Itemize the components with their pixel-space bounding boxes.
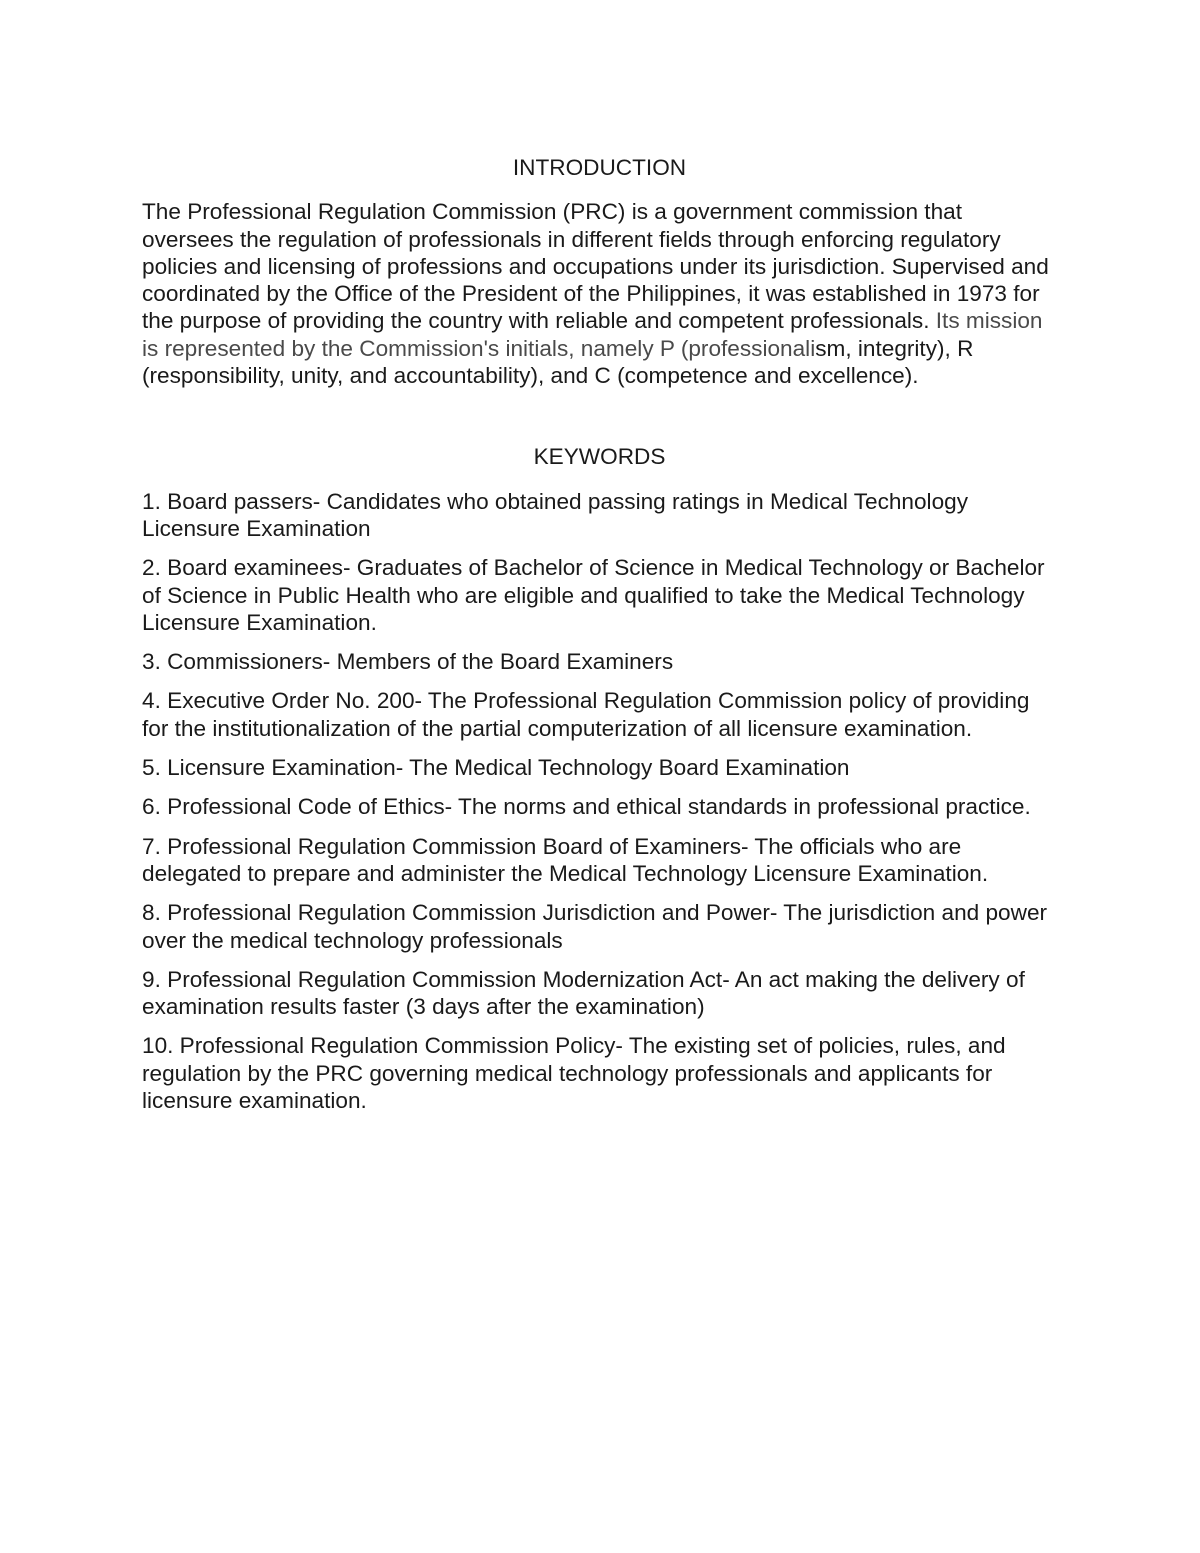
- introduction-heading: INTRODUCTION: [512, 155, 687, 180]
- introduction-paragraph: [142, 198, 1057, 389]
- document-page: [142, 154, 1057, 1126]
- keyword-item-9: 9. Professional Regulation Commission Modernization Act- An act making the delivery of examination results faster (3 days after the examination): [142, 966, 1025, 1020]
- keyword-item-1: 1. Board passers- Candidates who obtained passing ratings in Medical Technology Licensure Examination: [142, 488, 969, 541]
- keyword-item-5: 5. Licensure Examination- The Medical Technology Board Examination: [142, 755, 850, 781]
- introduction-text-part2: Its mission is represented by the Commission's initials, namely P (professionali: [142, 308, 1043, 361]
- keywords-heading: KEYWORDS: [533, 444, 666, 470]
- keyword-item-4: 4. Executive Order No. 200- The Professional Regulation Commission policy of providing for the institutionalization of the partial computerization of all licensure examination.: [142, 688, 1030, 741]
- keyword-item-6: 6. Professional Code of Ethics- The norms and ethical standards in professional practice.: [142, 794, 1031, 820]
- introduction-text-part1: The Professional Regulation Commission (PRC) is a government commission that oversees the regulation of professionals in different fields through enforcing regulatory policies and licensing of professions and occupations under its jurisdiction. Supervised and coordinated by the Office of the President of the Philippines, it was established in 1973 for the purpose of providing the country with reliable and competent professionals.: [142, 199, 1049, 334]
- keyword-item-7: 7. Professional Regulation Commission Board of Examiners- The officials who are delegated to prepare and administer the Medical Technology Licensure Examination.: [142, 833, 989, 886]
- keyword-item-8: 8. Professional Regulation Commission Jurisdiction and Power- The jurisdiction and power over the medical technology professionals: [142, 900, 1048, 953]
- keyword-item-10: 10. Professional Regulation Commission Policy- The existing set of policies, rules, and regulation by the PRC governing medical technology professionals and applicants for licensure examination.: [142, 1033, 1006, 1114]
- introduction-text-part3: sm, integrity), R (responsibility, unity, and accountability), and C (competence and excellence).: [142, 335, 974, 389]
- keyword-item-2: 2. Board examinees- Graduates of Bachelor of Science in Medical Technology or Bachelor of Science in Public Health who are eligible and qualified to take the Medical Technology Licensure Examination.: [142, 555, 1045, 635]
- keyword-item-3: 3. Commissioners- Members of the Board Examiners: [142, 649, 674, 675]
- keywords-list: [142, 488, 1057, 1115]
